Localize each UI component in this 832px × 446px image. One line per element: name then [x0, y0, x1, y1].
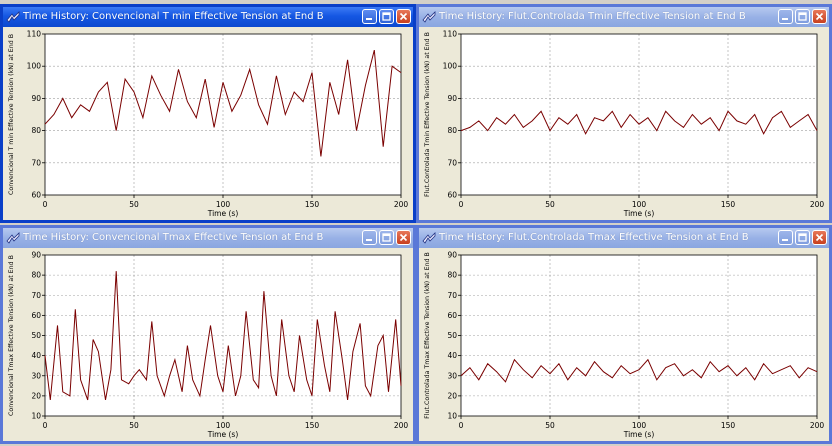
y-tick-label: 60 — [447, 310, 457, 320]
x-tick-label: 100 — [215, 200, 231, 209]
title-bar[interactable] — [419, 7, 829, 27]
y-tick-label: 40 — [31, 351, 41, 361]
y-tick-label: 20 — [31, 391, 41, 401]
y-tick-label: 20 — [447, 391, 457, 401]
x-tick-label: 200 — [809, 200, 825, 209]
maximize-icon — [380, 231, 393, 244]
x-tick-label: 200 — [393, 421, 409, 430]
y-tick-label: 30 — [31, 371, 41, 381]
orcaflex-app-icon — [422, 10, 436, 24]
close-icon — [397, 10, 410, 23]
y-tick-label: 70 — [447, 158, 457, 168]
y-tick-label: 40 — [447, 351, 457, 361]
x-tick-label: 50 — [545, 421, 555, 430]
y-tick-label: 60 — [31, 310, 41, 320]
chart-area — [3, 27, 413, 220]
y-axis-label: Flut.Controlada Tmax Effective Tension (kN) at End B — [424, 252, 431, 419]
y-axis-label: Convencional T min Effective Tension (kN) at End B — [8, 33, 15, 196]
title-bar[interactable] — [3, 7, 413, 27]
y-tick-label: 70 — [31, 290, 41, 300]
minimize-button[interactable] — [778, 230, 793, 245]
orcaflex-app-icon — [422, 231, 436, 245]
y-tick-label: 90 — [447, 250, 457, 260]
title-bar[interactable] — [3, 228, 413, 248]
maximize-button[interactable] — [795, 230, 810, 245]
x-tick-label: 0 — [458, 200, 464, 209]
x-tick-label: 150 — [304, 200, 320, 209]
x-tick-label: 150 — [720, 200, 736, 209]
maximize-icon — [796, 231, 809, 244]
x-tick-label: 50 — [545, 200, 555, 209]
x-tick-label: 100 — [215, 421, 231, 430]
y-tick-label: 90 — [31, 93, 41, 103]
maximize-icon — [796, 10, 809, 23]
x-tick-label: 200 — [809, 421, 825, 430]
orcaflex-app-icon — [6, 231, 20, 245]
time-history-chart — [419, 248, 829, 441]
close-icon — [813, 231, 826, 244]
y-tick-label: 100 — [442, 61, 457, 71]
y-tick-label: 80 — [447, 270, 457, 280]
y-tick-label: 80 — [31, 126, 41, 136]
x-tick-label: 50 — [129, 421, 139, 430]
maximize-icon — [380, 10, 393, 23]
x-axis-label: Time (s) — [207, 209, 239, 218]
close-button[interactable] — [812, 9, 827, 24]
close-button[interactable] — [812, 230, 827, 245]
x-tick-label: 0 — [42, 200, 48, 209]
x-tick-label: 150 — [304, 421, 320, 430]
maximize-button[interactable] — [795, 9, 810, 24]
x-axis-label: Time (s) — [623, 430, 655, 439]
minimize-button[interactable] — [778, 9, 793, 24]
time-history-chart — [419, 27, 829, 220]
y-tick-label: 110 — [26, 29, 41, 39]
y-tick-label: 100 — [26, 61, 41, 71]
window-flut-tmin[interactable] — [416, 4, 832, 223]
y-tick-label: 70 — [447, 290, 457, 300]
chart-area — [419, 248, 829, 441]
minimize-icon — [779, 10, 792, 23]
x-axis-label: Time (s) — [623, 209, 655, 218]
y-axis-label: Convencional Tmax Effective Tension (kN) at End B — [8, 255, 15, 416]
minimize-icon — [363, 231, 376, 244]
maximize-button[interactable] — [379, 230, 394, 245]
close-button[interactable] — [396, 9, 411, 24]
x-axis-label: Time (s) — [207, 430, 239, 439]
window-title: Time History: Flut.Controlada Tmin Effective Tension at End B — [439, 11, 746, 22]
minimize-icon — [779, 231, 792, 244]
maximize-button[interactable] — [379, 9, 394, 24]
x-tick-label: 0 — [42, 421, 48, 430]
close-icon — [813, 10, 826, 23]
y-tick-label: 60 — [31, 190, 41, 200]
close-icon — [397, 231, 410, 244]
y-tick-label: 80 — [447, 126, 457, 136]
time-history-chart — [3, 27, 413, 220]
y-tick-label: 70 — [31, 158, 41, 168]
chart-area — [3, 248, 413, 441]
y-tick-label: 30 — [447, 371, 457, 381]
x-tick-label: 50 — [129, 200, 139, 209]
window-title: Time History: Flut.Controlada Tmax Effective Tension at End B — [439, 232, 749, 243]
chart-area — [419, 27, 829, 220]
y-tick-label: 10 — [31, 411, 41, 421]
close-button[interactable] — [396, 230, 411, 245]
window-title: Time History: Convencional T min Effective Tension at End B — [23, 11, 324, 22]
window-convencional-tmax[interactable] — [0, 225, 416, 444]
window-title: Time History: Convencional Tmax Effective Tension at End B — [23, 232, 324, 243]
y-tick-label: 80 — [31, 270, 41, 280]
y-tick-label: 110 — [442, 29, 457, 39]
y-tick-label: 50 — [31, 331, 41, 340]
x-tick-label: 200 — [393, 200, 409, 209]
y-tick-label: 50 — [447, 331, 457, 340]
y-axis-label: Flut.Controlada Tmin Effective Tension (kN) at End B — [424, 32, 431, 197]
y-tick-label: 10 — [447, 411, 457, 421]
minimize-icon — [363, 10, 376, 23]
time-history-chart — [3, 248, 413, 441]
x-tick-label: 100 — [631, 200, 647, 209]
title-bar[interactable] — [419, 228, 829, 248]
window-flut-tmax[interactable] — [416, 225, 832, 444]
y-tick-label: 90 — [31, 250, 41, 260]
minimize-button[interactable] — [362, 9, 377, 24]
y-tick-label: 60 — [447, 190, 457, 200]
x-tick-label: 100 — [631, 421, 647, 430]
window-convencional-tmin[interactable] — [0, 4, 416, 223]
y-tick-label: 90 — [447, 93, 457, 103]
x-tick-label: 150 — [720, 421, 736, 430]
x-tick-label: 0 — [458, 421, 464, 430]
orcaflex-app-icon — [6, 10, 20, 24]
minimize-button[interactable] — [362, 230, 377, 245]
